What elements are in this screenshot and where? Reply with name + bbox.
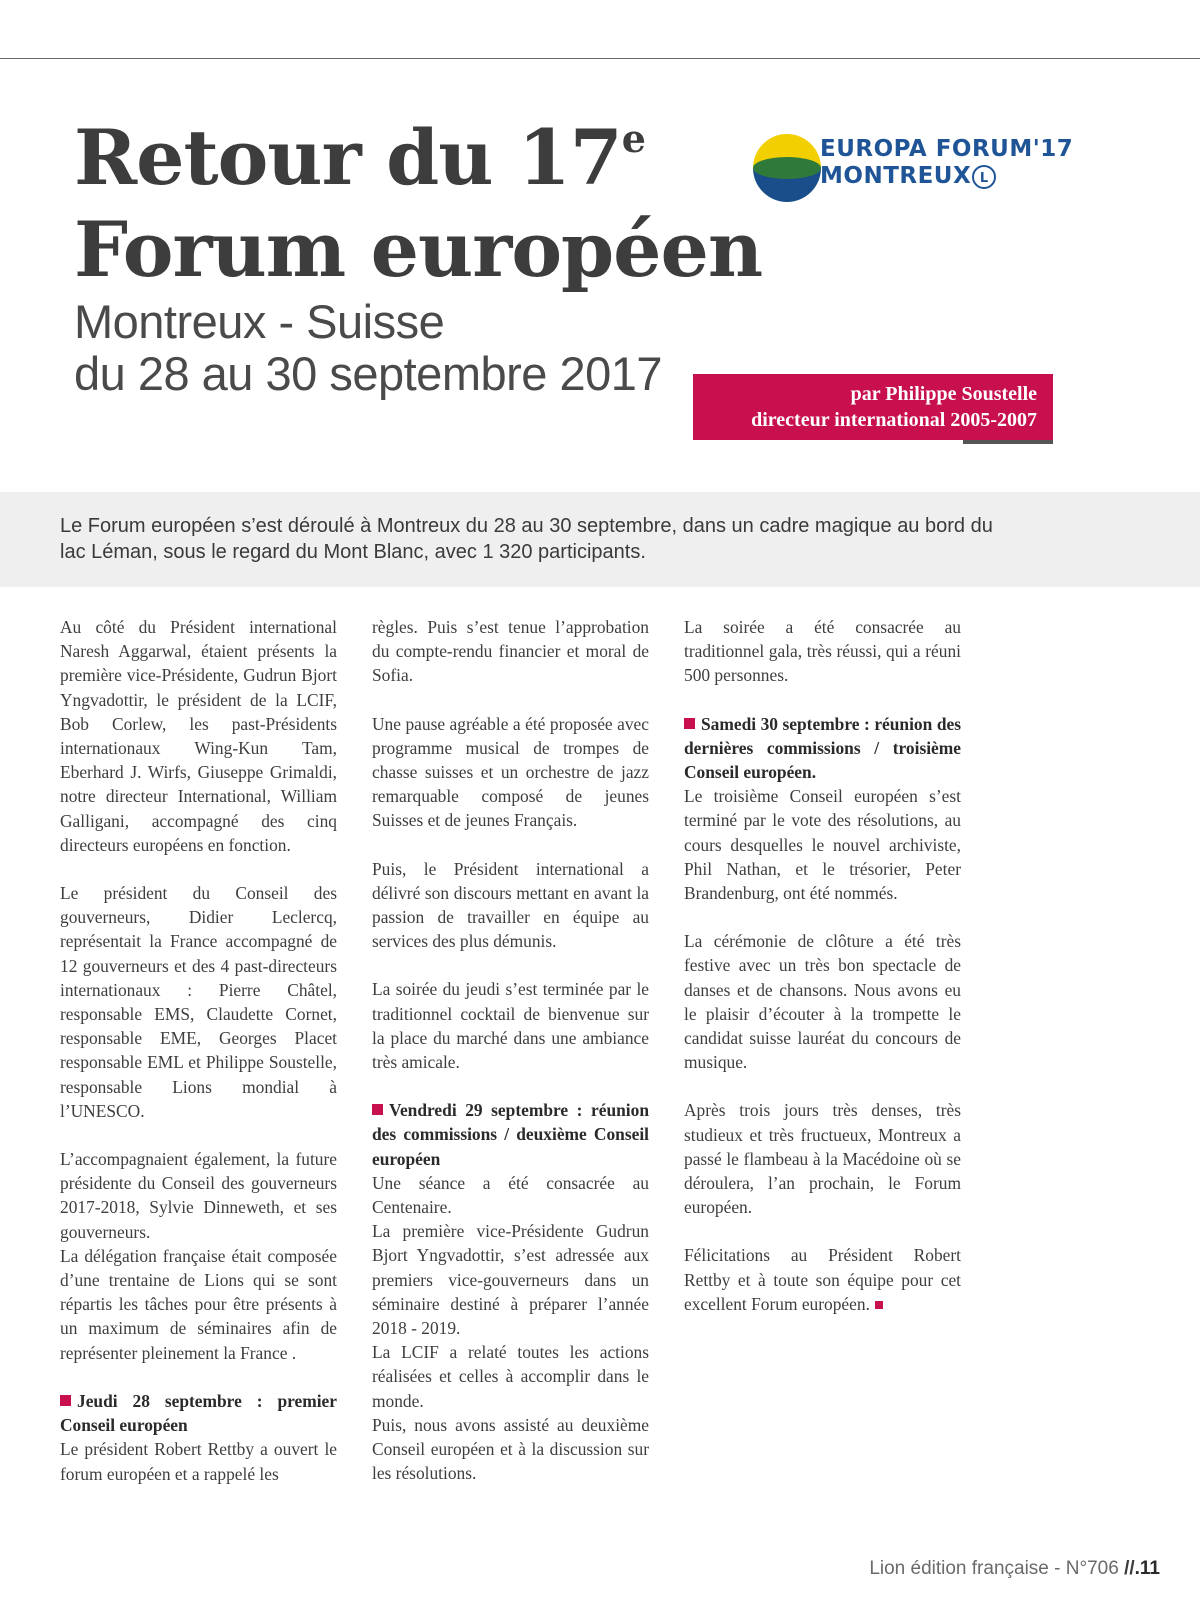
paragraph: La soirée du jeudi s’est terminée par le traditionnel cocktail de bienvenue sur la place du marché dans une ambiance très amicale. [372, 979, 649, 1073]
paragraph: Le président du Conseil des gouverneurs, Didier Leclercq, représentait la France accompagné de 12 gouverneurs et des 4 past-directeurs internationaux : Pierre Châtel, responsable EMS, Claudette Cornet, responsable EME, Georges Placet responsable EML et Philippe Soustelle, responsable Lions mondial à l’UNESCO. [60, 883, 337, 1121]
lions-emblem-icon: L [972, 165, 996, 189]
paragraph: Une séance a été consacrée au Centenaire. [372, 1172, 649, 1218]
forum-circles-icon [752, 122, 822, 214]
subtitle-location: Montreux - Suisse [74, 295, 445, 348]
section-heading-text: Jeudi 28 septembre : premier Conseil européen [60, 1390, 337, 1436]
author-box [693, 374, 1053, 440]
title-superscript: e [621, 116, 645, 161]
page-number: .11 [1134, 1558, 1160, 1579]
intro-text: Le Forum européen s’est déroulé à Montreux du 28 au 30 septembre, dans un cadre magique au bord du lac Léman, sous le regard du Mont Blanc, avec 1 320 participants. [60, 515, 993, 563]
logo-line-1: EUROPA FORUM'17 [820, 136, 1074, 162]
footer-separator: // [1124, 1558, 1135, 1579]
bullet-square-icon [684, 718, 695, 729]
section-heading-text: Vendredi 29 septembre : réunion des commissions / deuxième Conseil européen [372, 1100, 649, 1169]
paragraph: Puis, le Président international a délivré son discours mettant en avant la passion de travailler en équipe au services des plus démunis. [372, 858, 649, 952]
author-role: directeur international 2005-2007 [751, 409, 1037, 431]
logo-line-2-wrap [820, 163, 1073, 190]
paragraph: La LCIF a relaté toutes les actions réalisées et celles à accomplir dans le monde. [372, 1342, 649, 1411]
title-line-1: Retour du 17 [74, 113, 622, 202]
section-heading [60, 1389, 337, 1437]
subtitle-dates: du 28 au 30 septembre 2017 [74, 347, 663, 400]
publication-name: Lion édition française - N°706 [869, 1558, 1119, 1579]
paragraph: Félicitations au Président Robert Rettby et à toute son équipe pour cet excellent Forum européen. [684, 1245, 961, 1314]
author-box-shadow [963, 440, 1053, 444]
europa-forum-logo [752, 122, 1074, 214]
paragraph: Après trois jours très denses, très studieux et très fructueux, Montreux a passé le flambeau à la Macédoine où se déroulera, l’an prochain, le Forum européen. [684, 1100, 961, 1218]
page-footer [869, 1558, 1160, 1580]
section-heading [684, 712, 961, 785]
author-name: par Philippe Soustelle [850, 383, 1037, 405]
column-1 [60, 615, 337, 1486]
end-square-icon [875, 1301, 883, 1309]
article-title [74, 112, 762, 296]
paragraph: Le troisième Conseil européen s’est terminé par le vote des résolutions, au cours desquelles le nouvel archiviste, Phil Nathan, et le trésorier, Peter Brandenburg, ont été nommés. [684, 786, 961, 904]
column-3 [684, 615, 961, 1316]
section-heading [372, 1098, 649, 1171]
section-heading-text: Samedi 30 septembre : réunion des dernières commissions / troisième Conseil européen. [684, 713, 961, 783]
bullet-square-icon [60, 1395, 71, 1406]
bullet-square-icon [372, 1104, 383, 1115]
column-2 [372, 615, 649, 1486]
title-line-2: Forum européen [74, 205, 763, 294]
paragraph: Une pause agréable a été proposée avec programme musical de trompes de chasse suisses et un orchestre de jazz remarquable composé de jeunes Suisses et de jeunes Français. [372, 713, 649, 831]
logo-text [820, 136, 1073, 190]
paragraph: Le président Robert Rettby a ouvert le forum européen et a rappelé les [60, 1439, 337, 1484]
intro-banner [0, 492, 1200, 587]
paragraph: La cérémonie de clôture a été très festive avec un très bon spectacle de danses et de chansons. Nous avons eu le plaisir d’écouter à la trompette le candidat suisse lauréat du concours de musique. [684, 931, 961, 1073]
paragraph: règles. Puis s’est tenue l’approbation du compte-rendu financier et moral de Sofia. [372, 617, 649, 686]
paragraph: Puis, nous avons assisté au deuxième Conseil européen et à la discussion sur les résolutions. [372, 1414, 649, 1484]
paragraph: Au côté du Président international Naresh Aggarwal, étaient présents la première vice-Présidente, Gudrun Bjort Yngvadottir, le président de la LCIF, Bob Corlew, les past-Présidents internationaux Wing-Kun Tam, Eberhard J. Wirfs, Giuseppe Grimaldi, notre directeur International, William Galligani, accompagné des cinq directeurs européens en fonction. [60, 617, 337, 855]
paragraph: La délégation française était composée d’une trentaine de Lions qui se sont répartis les tâches pour être présents à un maximum de séminaires afin de représenter pleinement la France . [60, 1245, 337, 1363]
paragraph: La première vice-Présidente Gudrun Bjort Yngvadottir, s’est adressée aux premiers vice-gouverneurs dans un séminaire destiné à préparer l’année 2018 - 2019. [372, 1221, 649, 1339]
paragraph: La soirée a été consacrée au traditionnel gala, très réussi, qui a réuni 500 personnes. [684, 617, 961, 686]
paragraph: L’accompagnaient également, la future présidente du Conseil des gouverneurs 2017-2018, Sylvie Dinneweth, et ses gouverneurs. [60, 1149, 337, 1242]
top-rule [0, 58, 1200, 59]
closing-paragraph [684, 1243, 961, 1316]
logo-line-2: MONTREUX [820, 163, 972, 189]
article-subtitle [74, 296, 662, 400]
